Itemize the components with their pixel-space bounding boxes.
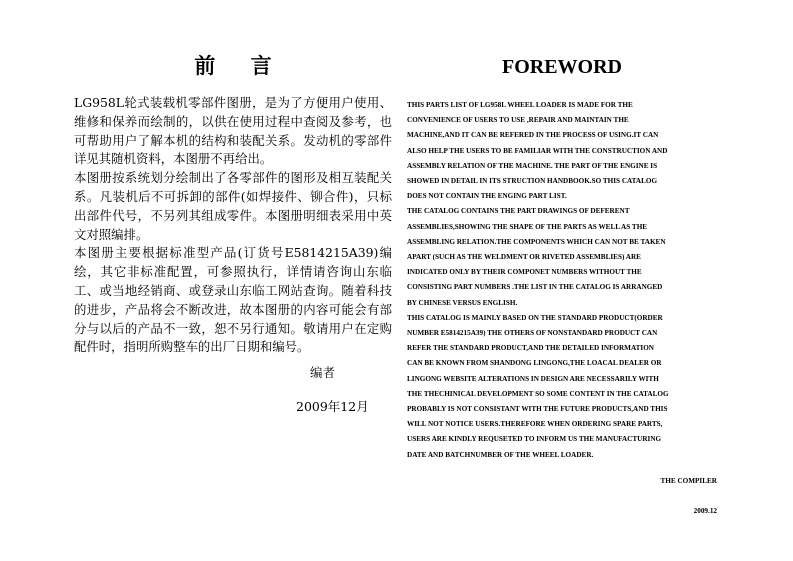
- english-line: MACHINE,AND IT CAN BE REFERED IN THE PROCESS OF USING.IT CAN: [407, 131, 659, 140]
- chinese-foreword-column: [74, 0, 392, 561]
- chinese-title: 前 言: [194, 53, 286, 78]
- english-foreword-column: [407, 0, 723, 561]
- english-line: CONVENIENCE OF USERS TO USE ,REPAIR AND MAINTAIN THE: [407, 116, 629, 125]
- english-line: THIS PARTS LIST OF LG958L WHEEL LOADER IS MADE FOR THE: [407, 101, 633, 109]
- english-line: THE CATALOG CONTAINS THE PART DRAWINGS OF DEFERENT: [407, 207, 630, 216]
- english-line: CONSISTING PART NUMBERS .THE LIST IN THE CATALOG IS ARRANGED: [407, 283, 663, 292]
- english-line: PROBABLY IS NOT CONSISTANT WITH THE FUTURE PRODUCTS,AND THIS: [407, 405, 668, 414]
- english-compiler: THE COMPILER: [660, 477, 717, 485]
- english-line: BY CHINESE VERSUS ENGLISH.: [407, 298, 518, 307]
- english-title: FOREWORD: [502, 56, 622, 78]
- english-line: CAN BE KNOWN FROM SHANDONG LINGONG,THE LOACAL DEALER OR: [407, 359, 662, 368]
- english-line: SHOWED IN DETAIL IN ITS STRUCTION HANDBOOK.SO THIS CATALOG: [407, 177, 658, 186]
- chinese-body: [74, 94, 392, 357]
- english-line: ASSEMBLIES,SHOWING THE SHAPE OF THE PARTS AS WELL AS THE: [407, 222, 648, 231]
- english-line: THIS CATALOG IS MAINLY BASED ON THE STANDARD PRODUCT(ORDER: [407, 313, 663, 322]
- english-line: WILL NOT NOTICE USERS.THEREFORE WHEN ORDERING SPARE PARTS,: [407, 420, 663, 429]
- chinese-paragraph-3: 本图册主要根据标准型产品(订货号E5814215A39)编绘，其它非标准配置，可参照执行，详情请咨询山东临工、或当地经销商、或登录山东临工网站查询。随着科技的进步，产品将会不断改进，故本图册的内容可能会有部分与以后的产品不一致，恕不另行通知。敬请用户在定购配件时，指明所购整车的出厂日期和编号。: [74, 245, 392, 355]
- english-date: 2009.12: [693, 507, 717, 515]
- english-body: [407, 98, 717, 463]
- english-line: THE THECHINICAL DEVELOPMENT SO SOME CONTENT IN THE CATALOG: [407, 389, 669, 398]
- english-line: DOES NOT CONTAIN THE ENGING PART LIST.: [407, 192, 567, 201]
- english-line: USERS ARE KINDLY REQUSETED TO INFORM US THE MANUFACTURING: [407, 435, 662, 444]
- english-line: ASSEMBLY RELATION OF THE MACHINE. THE PART OF THE ENGINE IS: [407, 161, 658, 170]
- english-line: ALSO HELP THE USERS TO BE FAMILIAR WITH THE CONSTRUCTION AND: [407, 146, 668, 155]
- english-line: DATE AND BATCHNUMBER OF THE WHEEL LOADER.: [407, 450, 594, 459]
- chinese-paragraph-1: LG958L轮式装载机零部件图册，是为了方便用户使用、维修和保养而绘制的，以供在使用过程中查阅及参考，也可帮助用户了解本机的结构和装配关系。发动机的零部件详见其随机资料，本图册不再给出。: [74, 95, 392, 167]
- english-line: REFER THE STANDARD PRODUCT,AND THE DETAILED INFORMATION: [407, 344, 654, 353]
- english-line: APART (SUCH AS THE WELDMENT OR RIVETED ASSEMBLIES) ARE: [407, 253, 641, 262]
- english-line: INDICATED ONLY BY THEIR COMPONET NUMBERS WITHOUT THE: [407, 268, 642, 277]
- chinese-compiler: 编者: [310, 365, 336, 380]
- english-line: LINGONG WEBSITE ALTERATIONS IN DESIGN ARE NECESSARILY WITH: [407, 374, 659, 383]
- english-line: NUMBER E5814215A39) THE OTHERS OF NONSTANDARD PRODUCT CAN: [407, 329, 658, 338]
- chinese-paragraph-2: 本图册按系统划分绘制出了各零部件的图形及相互装配关系。凡装机后不可拆卸的部件(如焊接件、铆合件)，只标出部件代号，不另列其组成零件。本图册明细表采用中英文对照编排。: [74, 170, 392, 242]
- english-line: ASSEMBLING RELATION.THE COMPONENTS WHICH CAN NOT BE TAKEN: [407, 237, 666, 246]
- chinese-date: 2009年12月: [296, 399, 369, 414]
